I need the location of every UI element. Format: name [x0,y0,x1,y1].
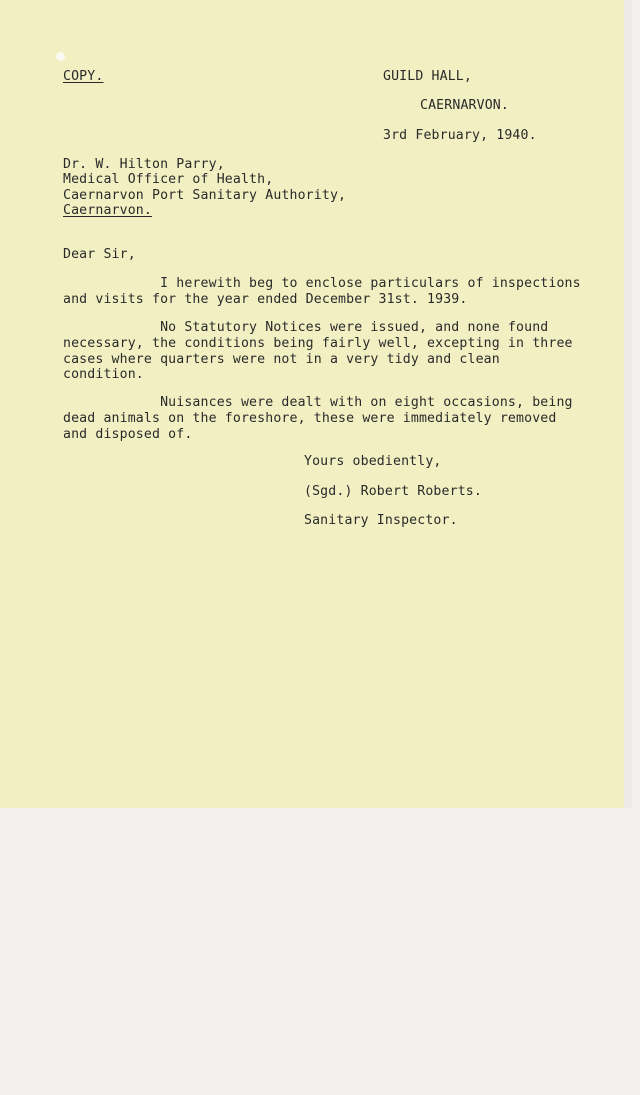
signatory-title: Sanitary Inspector. [304,513,458,528]
page-edge [624,0,632,808]
sender-address-line2: CAERNARVON. [420,98,509,113]
valediction: Yours obediently, [304,454,442,469]
body-paragraph-1: I herewith beg to enclose particulars of inspections and visits for the year ended December 31st. 1939. [63,276,581,307]
paper-speck [56,52,65,61]
salutation: Dear Sir, [63,247,136,262]
recipient-title: Medical Officer of Health, [63,172,274,187]
recipient-authority: Caernarvon Port Sanitary Authority, [63,188,347,203]
recipient-town: Caernarvon. [63,203,152,218]
signature: (Sgd.) Robert Roberts. [304,484,482,499]
letter-date: 3rd February, 1940. [383,128,537,143]
body-paragraph-2: No Statutory Notices were issued, and none found necessary, the conditions being fairly well, excepting in three cases where quarters were not in a very tidy and clean condition. [63,320,573,383]
copy-label: COPY. [63,69,104,84]
body-paragraph-3: Nuisances were dealt with on eight occasions, being dead animals on the foreshore, these were immediately removed and disposed of. [63,395,573,442]
sender-address-line1: GUILD HALL, [383,69,472,84]
recipient-name: Dr. W. Hilton Parry, [63,157,225,172]
